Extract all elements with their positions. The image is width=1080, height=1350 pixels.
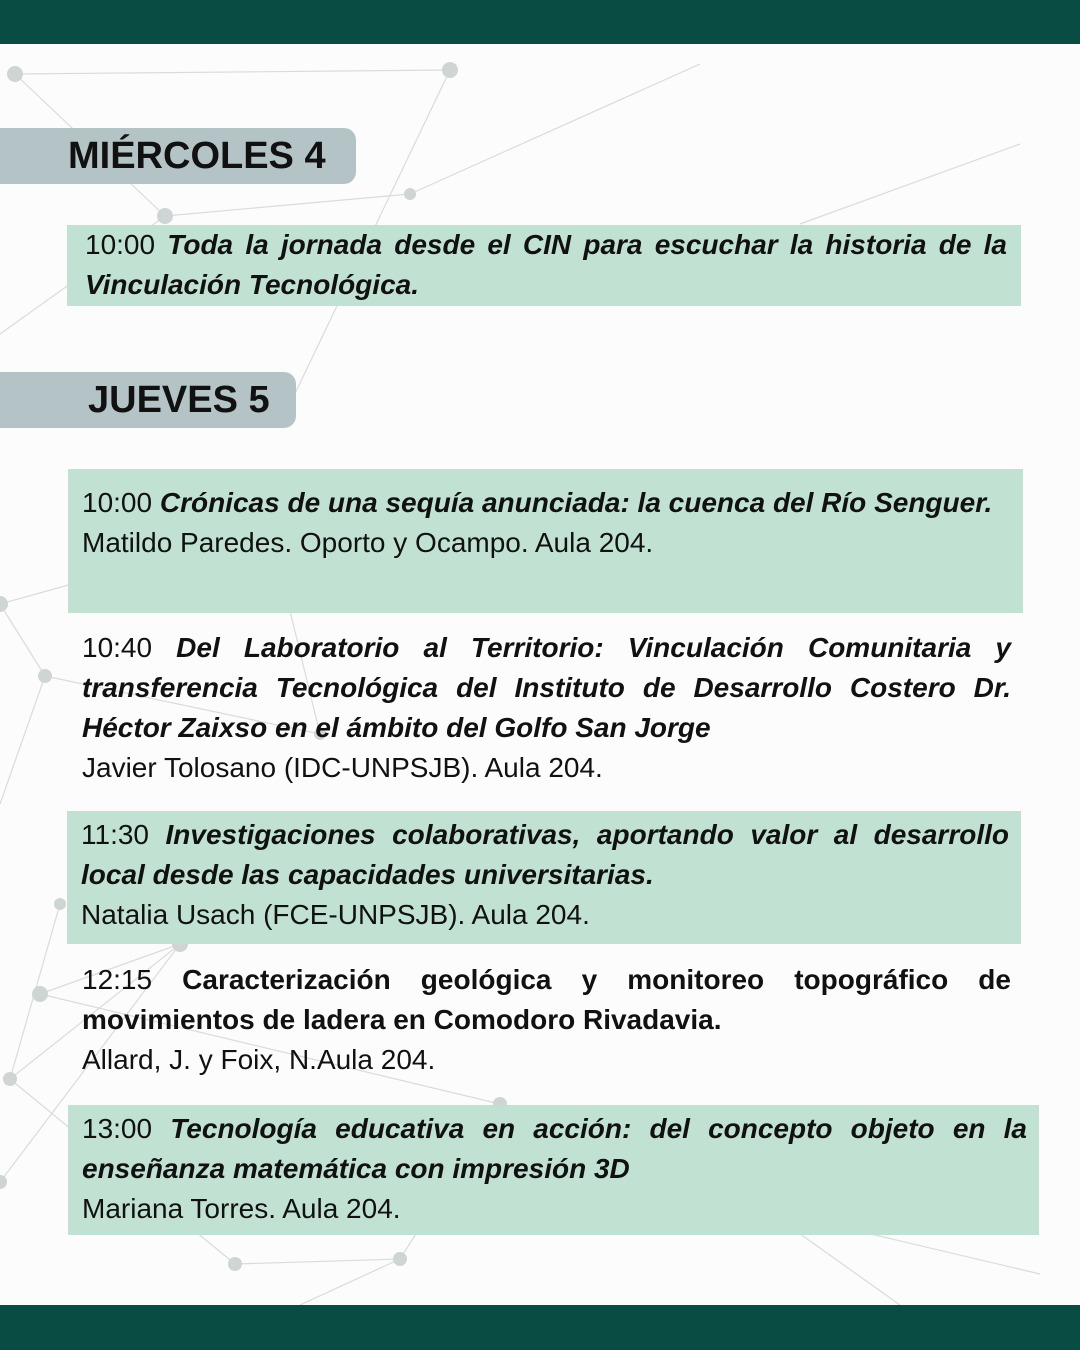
entry-time: 10:00 (82, 487, 160, 518)
entry-time: 10:40 (82, 632, 177, 663)
day-heading-wednesday: MIÉRCOLES 4 (0, 128, 356, 184)
entry-speaker: Allard, J. y Foix, N.Aula 204. (82, 1044, 436, 1075)
entry-time: 12:15 (82, 964, 183, 995)
entry-title: Tecnología educativa en acción: del concepto objeto en la enseñanza matemática con impresión 3D (82, 1113, 1027, 1184)
schedule-entry (67, 225, 1021, 306)
entry-title: Crónicas de una sequía anunciada: la cuenca del Río Senguer. (159, 487, 993, 518)
entry-speaker: Matildo Paredes. Oporto y Ocampo. Aula 204. (82, 527, 654, 558)
entry-speaker: Mariana Torres. Aula 204. (82, 1193, 401, 1224)
entry-title: Del Laboratorio al Territorio: Vinculación Comunitaria y transferencia Tecnológica del Instituto de Desarrollo Costero Dr. Héctor Zaixso en el ámbito del Golfo San Jorge (82, 632, 1011, 743)
top-band (0, 0, 1080, 44)
entry-title: Investigaciones colaborativas, aportando valor al desarrollo local desde las capacidades universitarias. (81, 819, 1009, 890)
schedule-entry (68, 960, 1023, 1080)
entry-title: Toda la jornada desde el CIN para escuchar la historia de la Vinculación Tecnológica. (85, 229, 1007, 300)
bottom-band (0, 1305, 1080, 1350)
day-heading-thursday: JUEVES 5 (0, 372, 296, 428)
schedule-entry (68, 628, 1023, 788)
entry-speaker: Natalia Usach (FCE-UNPSJB). Aula 204. (81, 899, 590, 930)
schedule-entry (67, 811, 1021, 944)
schedule-entry (68, 1105, 1039, 1235)
entry-time: 11:30 (81, 819, 166, 850)
entry-time: 10:00 (85, 229, 168, 260)
schedule-entry (68, 469, 1023, 613)
entry-time: 13:00 (82, 1113, 171, 1144)
entry-speaker: Javier Tolosano (IDC-UNPSJB). Aula 204. (82, 752, 603, 783)
entry-title: Caracterización geológica y monitoreo topográfico de movimientos de ladera en Comodoro Rivadavia. (82, 964, 1011, 1035)
